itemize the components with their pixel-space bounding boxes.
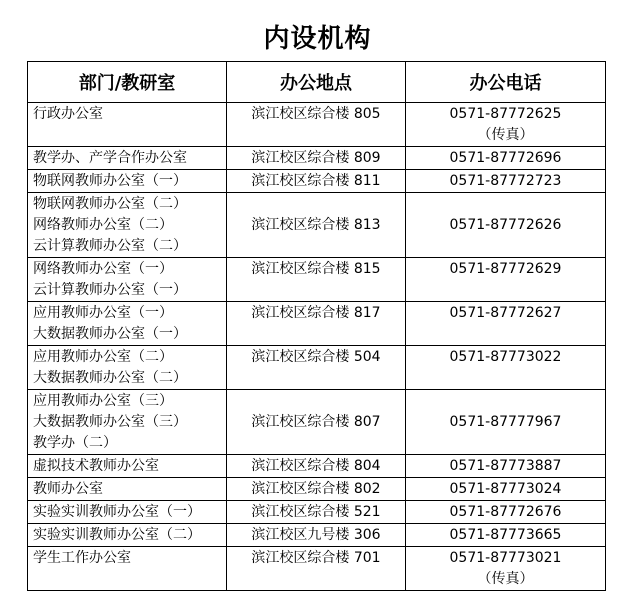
table-row	[28, 302, 606, 346]
phone-cell	[406, 170, 606, 193]
phone-cell	[406, 390, 606, 455]
phone-cell	[406, 193, 606, 258]
phone-number: 0571-87773024	[449, 481, 562, 497]
phone-number: 0571-87772676	[449, 504, 562, 520]
table-row	[28, 258, 606, 302]
phone-number: 0571-87772627	[449, 305, 562, 321]
department-name: 物联网教师办公室（二）	[33, 196, 187, 212]
department-cell	[28, 547, 227, 591]
phone-number: 0571-87772723	[449, 173, 562, 189]
location-cell: 滨江校区综合楼 809	[227, 147, 406, 170]
table-row	[28, 193, 606, 258]
phone-cell	[406, 103, 606, 147]
table-row	[28, 103, 606, 147]
department-name: 物联网教师办公室（一）	[33, 173, 187, 189]
department-cell	[28, 170, 227, 193]
department-name: 教师办公室	[33, 481, 103, 497]
fax-note: （传真）	[477, 127, 534, 143]
page-title: 内设机构	[263, 24, 372, 54]
department-cell	[28, 258, 227, 302]
location-cell: 滨江校区综合楼 817	[227, 302, 406, 346]
table-row	[28, 346, 606, 390]
department-name: 云计算教师办公室（二）	[33, 238, 187, 254]
department-cell	[28, 455, 227, 478]
department-name: 大数据教师办公室（一）	[33, 326, 187, 342]
location-cell: 滨江校区综合楼 521	[227, 501, 406, 524]
department-name: 网络教师办公室（二）	[33, 217, 173, 233]
phone-cell	[406, 524, 606, 547]
location-cell: 滨江校区综合楼 504	[227, 346, 406, 390]
phone-cell	[406, 547, 606, 591]
phone-number: 0571-87772626	[449, 216, 562, 233]
location-cell: 滨江校区综合楼 815	[227, 258, 406, 302]
department-cell	[28, 346, 227, 390]
table-body	[28, 103, 606, 591]
phone-number: 0571-87777967	[449, 413, 562, 430]
department-cell	[28, 147, 227, 170]
department-name: 虚拟技术教师办公室	[33, 458, 159, 474]
location-cell: 滨江校区综合楼 804	[227, 455, 406, 478]
phone-cell	[406, 147, 606, 170]
table-row	[28, 390, 606, 455]
department-cell	[28, 524, 227, 547]
location-cell: 滨江校区综合楼 701	[227, 547, 406, 591]
table-header-row	[28, 62, 606, 103]
department-name: 大数据教师办公室（二）	[33, 370, 187, 386]
department-name: 大数据教师办公室（三）	[33, 414, 187, 430]
header-location: 办公地点	[227, 62, 406, 103]
department-name: 学生工作办公室	[33, 550, 131, 566]
department-name: 云计算教师办公室（一）	[33, 282, 187, 298]
department-name: 应用教师办公室（一）	[33, 305, 173, 321]
department-cell	[28, 501, 227, 524]
phone-cell	[406, 302, 606, 346]
location-cell: 滨江校区综合楼 811	[227, 170, 406, 193]
table-row	[28, 455, 606, 478]
table-row	[28, 170, 606, 193]
fax-note: （传真）	[477, 571, 534, 587]
department-name: 应用教师办公室（三）	[33, 393, 173, 409]
location-cell: 滨江校区综合楼 802	[227, 478, 406, 501]
table-row	[28, 478, 606, 501]
department-name: 行政办公室	[33, 106, 103, 122]
header-phone: 办公电话	[406, 62, 606, 103]
location-cell: 滨江校区综合楼 805	[227, 103, 406, 147]
department-name: 教学办（二）	[33, 435, 117, 451]
table-row	[28, 547, 606, 591]
department-cell	[28, 390, 227, 455]
department-cell	[28, 193, 227, 258]
department-cell	[28, 302, 227, 346]
phone-number: 0571-87773887	[449, 458, 562, 474]
phone-number: 0571-87773022	[449, 349, 562, 365]
phone-cell	[406, 478, 606, 501]
phone-number: 0571-87772696	[449, 150, 562, 166]
location-cell: 滨江校区综合楼 807	[227, 390, 406, 455]
department-table	[27, 61, 606, 591]
department-cell	[28, 478, 227, 501]
header-department: 部门/教研室	[28, 62, 227, 103]
department-name: 实验实训教师办公室（二）	[33, 527, 201, 543]
phone-number: 0571-87773665	[449, 527, 562, 543]
phone-cell	[406, 346, 606, 390]
department-name: 教学办、产学合作办公室	[33, 150, 187, 166]
phone-cell	[406, 258, 606, 302]
department-name: 网络教师办公室（一）	[33, 261, 173, 277]
department-cell	[28, 103, 227, 147]
table-row	[28, 524, 606, 547]
table-row	[28, 501, 606, 524]
phone-number: 0571-87772629	[449, 261, 562, 277]
phone-cell	[406, 501, 606, 524]
department-name: 实验实训教师办公室（一）	[33, 504, 201, 520]
phone-number: 0571-87772625	[449, 106, 562, 122]
department-name: 应用教师办公室（二）	[33, 349, 173, 365]
location-cell: 滨江校区综合楼 813	[227, 193, 406, 258]
phone-number: 0571-87773021	[449, 550, 562, 566]
phone-cell	[406, 455, 606, 478]
table-row	[28, 147, 606, 170]
location-cell: 滨江校区九号楼 306	[227, 524, 406, 547]
